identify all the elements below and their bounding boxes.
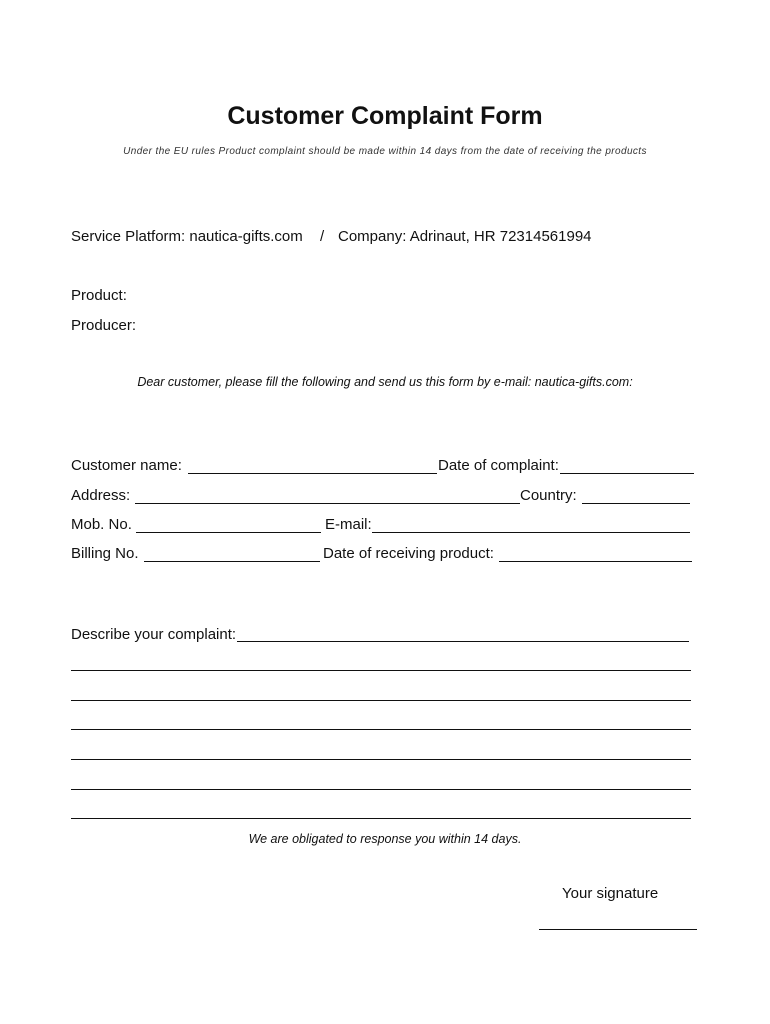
mob-no-field[interactable] bbox=[136, 532, 321, 533]
describe-complaint-label: Describe your complaint: bbox=[71, 626, 237, 643]
complaint-line[interactable] bbox=[237, 641, 689, 642]
instruction-text: Dear customer, please fill the following and send us this form by e-mail: nautica-gifts.com: bbox=[137, 375, 633, 389]
email-field[interactable] bbox=[372, 532, 690, 533]
address-label: Address: bbox=[71, 487, 131, 504]
complaint-line[interactable] bbox=[71, 729, 691, 730]
complaint-line[interactable] bbox=[71, 759, 691, 760]
company-info: Company: Adrinaut, HR 72314561994 bbox=[338, 228, 592, 245]
product-label: Product: bbox=[71, 287, 127, 304]
country-label: Country: bbox=[520, 487, 577, 504]
mob-no-label: Mob. No. bbox=[71, 516, 132, 533]
subtitle: Under the EU rules Product complaint should be made within 14 days from the date of receiving the products bbox=[123, 146, 647, 157]
email-label: E-mail: bbox=[325, 516, 372, 533]
address-field[interactable] bbox=[135, 503, 520, 504]
complaint-line[interactable] bbox=[71, 700, 691, 701]
complaint-line[interactable] bbox=[71, 818, 691, 819]
billing-no-label: Billing No. bbox=[71, 545, 139, 562]
page-title: Customer Complaint Form bbox=[227, 102, 543, 130]
customer-name-field[interactable] bbox=[188, 473, 437, 474]
complaint-line[interactable] bbox=[71, 789, 691, 790]
date-of-complaint-label: Date of complaint: bbox=[438, 457, 559, 474]
signature-label: Your signature bbox=[562, 885, 659, 902]
separator: / bbox=[320, 228, 325, 245]
date-receiving-label: Date of receiving product: bbox=[323, 545, 494, 562]
date-receiving-field[interactable] bbox=[499, 561, 692, 562]
complaint-line[interactable] bbox=[71, 670, 691, 671]
producer-label: Producer: bbox=[71, 317, 137, 334]
signature-field[interactable] bbox=[539, 929, 697, 930]
service-platform: Service Platform: nautica-gifts.com bbox=[71, 228, 303, 245]
country-field[interactable] bbox=[582, 503, 690, 504]
date-of-complaint-field[interactable] bbox=[560, 473, 694, 474]
obligation-note: We are obligated to response you within 14 days. bbox=[248, 832, 522, 846]
billing-no-field[interactable] bbox=[144, 561, 320, 562]
customer-name-label: Customer name: bbox=[71, 457, 182, 474]
